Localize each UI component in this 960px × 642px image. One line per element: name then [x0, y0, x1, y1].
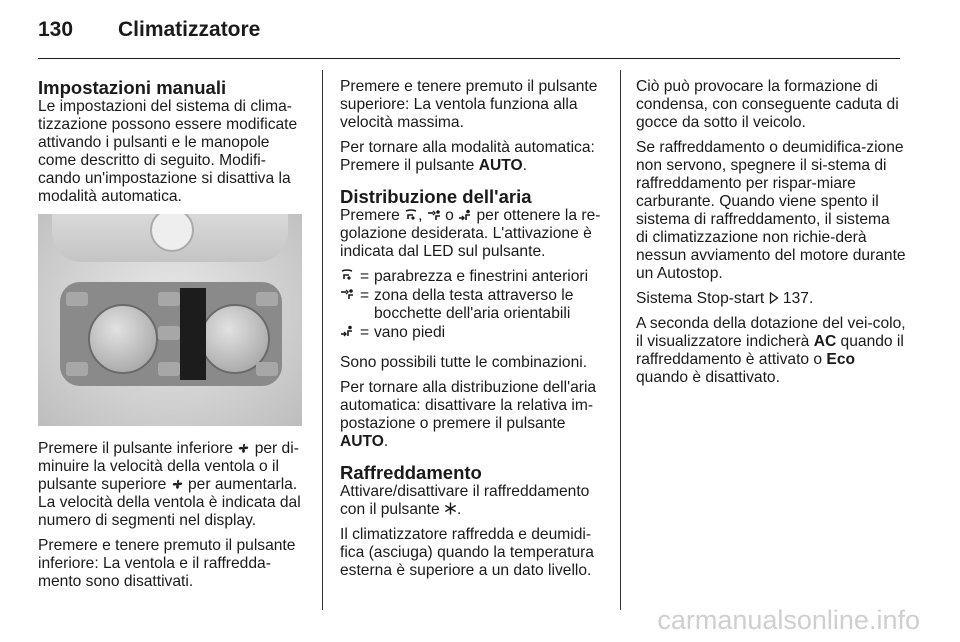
- header-rule: [38, 58, 900, 59]
- paragraph: Premere e tenere premuto il pulsante superiore: La ventola funziona alla velocità massima.: [340, 78, 598, 131]
- paragraph: Per tornare alla modalità automatica: Premere il pulsante AUTO.: [340, 139, 595, 174]
- auto-button-label: AUTO: [340, 433, 384, 450]
- footwell-airflow-icon: [340, 325, 354, 337]
- column-3: [636, 78, 906, 394]
- list-item: = vano piedi: [340, 324, 606, 342]
- column-divider-2: [620, 70, 621, 610]
- paragraph: Premere , o per ottenere la re-golazione desiderata. L'attivazione è indicata dal LED sul pulsante.: [340, 207, 601, 260]
- paragraph: Se raffreddamento o deumidifica-zione non servono, spegnere il si-stema di raffreddamento per rispar-miare carburante. Quando viene spento il sistema di raffreddamento, il sistema di climatizzazione non richie-derà nessun avviamento del motore durante un Autostop.: [636, 139, 906, 282]
- list-item: = zona della testa attraverso le bocchette dell'aria orientabili: [340, 287, 606, 323]
- windshield-airflow-icon: [404, 209, 418, 221]
- paragraph: Premere il pulsante inferiore per di-minuire la velocità della ventola o il pulsante superiore per aumentarla. La velocità della ventola è indicata dal numero di segmenti nel display.: [38, 440, 301, 529]
- paragraph: Sono possibili tutte le combinazioni.: [340, 354, 588, 371]
- section-heading-manual-settings: Impostazioni manuali: [38, 77, 227, 98]
- climate-control-panel-photo: [38, 214, 302, 426]
- paragraph: Le impostazioni del sistema di clima-tizzazione possono essere modificate attivando i pulsanti e le manopole come descritto di seguito. Modifi-cando un'impostazione si disattiva la modalità automatica.: [38, 98, 298, 205]
- page-header: [38, 18, 260, 42]
- head-airflow-icon: [340, 288, 354, 300]
- fan-icon: [237, 442, 250, 454]
- paragraph: A seconda della dotazione del vei-colo, il visualizzatore indicherà AC quando il raffreddamento è attivato o Eco quando è disattivato.: [636, 315, 906, 386]
- section-heading-cooling: Raffreddamento: [340, 462, 482, 483]
- windshield-airflow-icon: [340, 269, 354, 281]
- paragraph: Ciò può provocare la formazione di condensa, con conseguente caduta di gocce da sotto il veicolo.: [636, 78, 899, 131]
- paragraph: Attivare/disattivare il raffreddamento con il pulsante .: [340, 483, 590, 518]
- snowflake-icon: [444, 502, 457, 515]
- page-title: Climatizzatore: [118, 18, 261, 41]
- reference-arrow-icon[interactable]: [769, 292, 779, 304]
- column-1: [38, 78, 306, 598]
- page-number: 130: [38, 18, 74, 41]
- watermark: carmanualsonline.info: [657, 605, 920, 635]
- paragraph: Premere e tenere premuto il pulsante inferiore: La ventola e il raffredda-mento sono disattivati.: [38, 537, 296, 590]
- head-airflow-icon: [427, 209, 441, 221]
- footwell-airflow-icon: [458, 209, 472, 221]
- auto-button-label: AUTO: [478, 157, 523, 174]
- section-heading-air-distribution: Distribuzione dell'aria: [340, 186, 532, 207]
- eco-display-label: Eco: [826, 351, 856, 368]
- fan-icon: [171, 478, 184, 490]
- list-item: = parabrezza e finestrini anteriori: [340, 268, 606, 286]
- paragraph: Sistema Stop-start 137.: [636, 290, 814, 307]
- paragraph: Il climatizzatore raffredda e deumidi-fica (asciuga) quando la temperatura esterna è superiore a un dato livello.: [340, 526, 594, 579]
- column-2: [340, 78, 606, 587]
- column-divider-1: [322, 70, 323, 610]
- paragraph: Per tornare alla distribuzione dell'aria automatica: disattivare la relativa im-postazione o premere il pulsante AUTO.: [340, 379, 597, 450]
- ac-display-label: AC: [813, 333, 837, 350]
- air-distribution-legend: [340, 268, 606, 342]
